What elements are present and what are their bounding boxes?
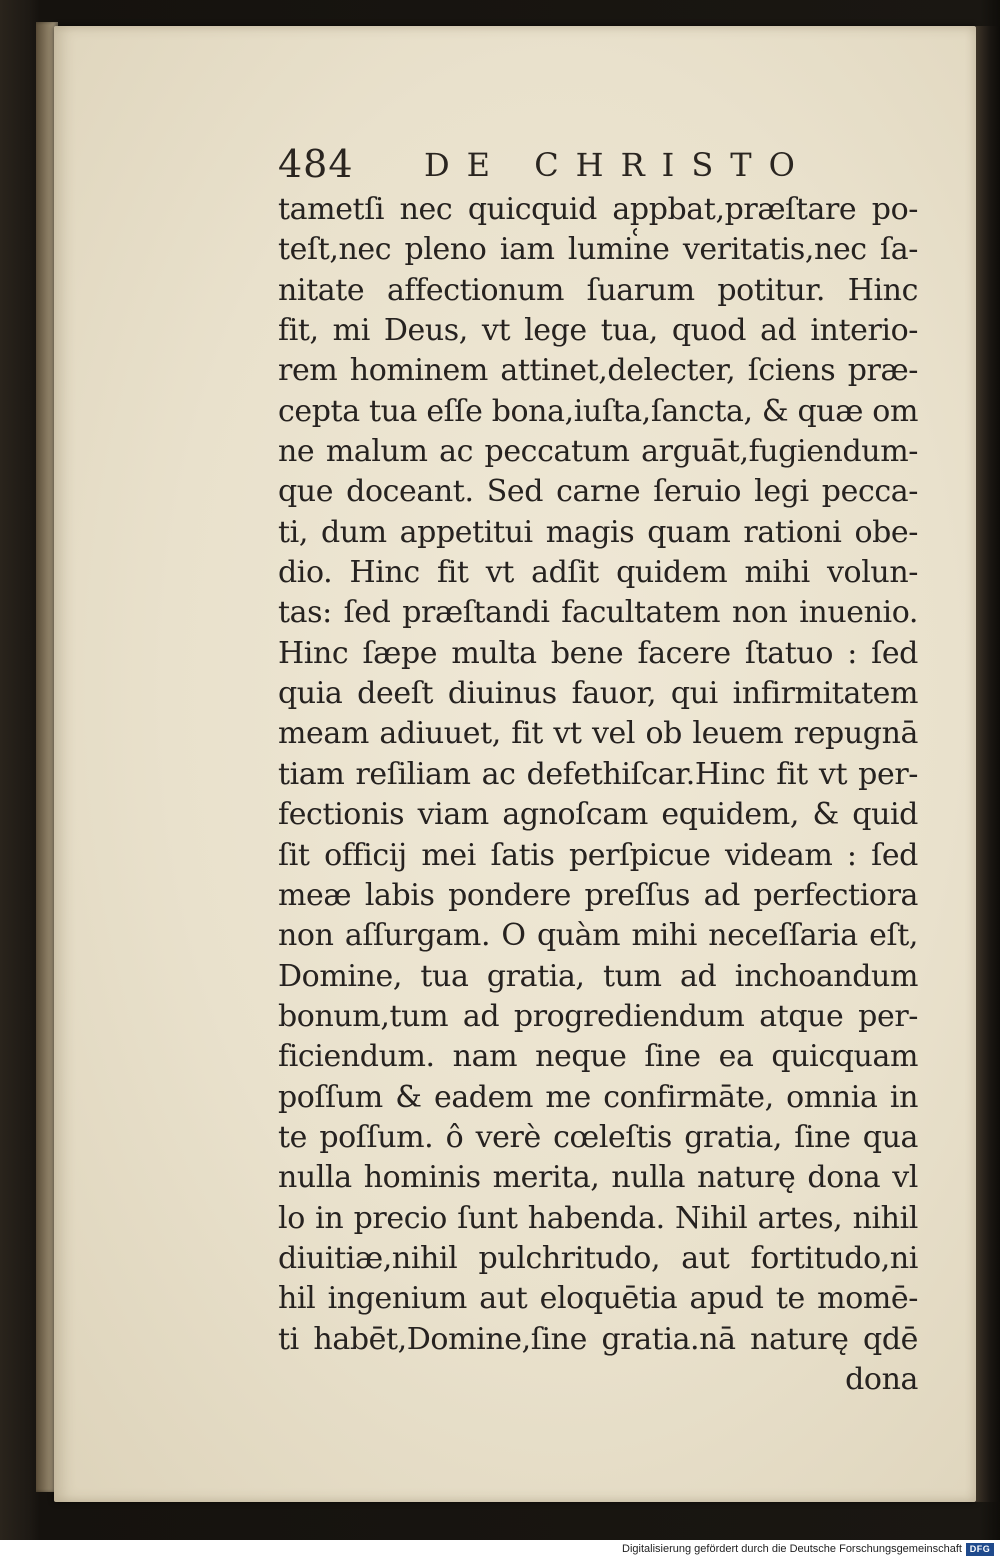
running-title: DE CHRISTO xyxy=(424,146,812,184)
text-line: que doceant. Sed carne ſeruio legi pecca- xyxy=(278,474,918,510)
text-line: quia deeſt diuinus fauor, qui infirmitatem xyxy=(278,676,918,712)
text-line: cepta tua eſſe bona,iuſta,ſancta, & quæ om xyxy=(278,393,918,429)
body-text xyxy=(278,190,918,1400)
text-line: fit, mi Deus, vt lege tua, quod ad interio- xyxy=(278,313,918,349)
catchword: dona xyxy=(845,1361,918,1397)
text-line: meam adiuuet, fit vt vel ob leuem repugnā xyxy=(278,716,918,752)
text-line: nitate affectionum ſuarum potitur. Hinc xyxy=(278,272,918,308)
text-line: ne malum ac peccatum arguāt,fugiendum- xyxy=(278,434,918,470)
text-line: tas: ſed præſtandi facultatem non inuenio. xyxy=(278,595,918,631)
text-line: diuitiæ,nihil pulchritudo, aut fortitudo,ni xyxy=(278,1240,918,1276)
footer-bar xyxy=(0,1540,1000,1560)
text-line: non aſſurgam. O quàm mihi neceſſaria eſt, xyxy=(278,918,918,954)
text-line: ti, dum appetitui magis quam rationi obe- xyxy=(278,514,918,550)
text-line: fectionis viam agnoſcam equidem, & quid xyxy=(278,797,918,833)
text-line: bonum,tum ad progrediendum atque per- xyxy=(278,998,918,1034)
text-line: tametſi nec quicquid ap̜pbat,præſtare po- xyxy=(278,192,918,227)
text-line: ficiendum. nam neque ſine ea quicquam xyxy=(278,1039,918,1075)
text-line: Hinc ſæpe multa bene facere ſtatuo : ſed xyxy=(278,635,918,671)
text-line: ſit officij mei ſatis perſpicue videam : ſed xyxy=(278,837,918,873)
text-line: teſt,nec pleno iam lumine veritatis,nec ſa- xyxy=(278,232,918,268)
text-line: poſſum & eadem me confirmāte, omnia in xyxy=(278,1079,918,1115)
text-line: te poſſum. ô verè cœleſtis gratia, ſine qua xyxy=(278,1119,918,1155)
text-line: Domine, tua gratia, tum ad inchoandum xyxy=(278,958,918,994)
page-header xyxy=(278,140,838,190)
dfg-logo-icon: DFG xyxy=(966,1543,994,1556)
text-line: hil ingenium aut eloquētia apud te momē- xyxy=(278,1281,918,1317)
text-line: rem hominem attinet,delecter, ſciens præ- xyxy=(278,353,918,389)
page-right-shadow xyxy=(976,26,1000,1502)
page-number: 484 xyxy=(278,142,354,186)
footer-credit: Digitalisierung gefördert durch die Deutsche Forschungsgemeinschaft xyxy=(622,1543,962,1555)
text-line: meæ labis pondere preſſus ad perfectiora xyxy=(278,877,918,913)
text-line: lo in precio ſunt habenda. Nihil artes, nihil xyxy=(278,1200,918,1236)
text-line: dio. Hinc fit vt adſit quidem mihi volun- xyxy=(278,555,918,591)
text-line: tiam reſiliam ac defethiſcar.Hinc fit vt per- xyxy=(278,756,918,792)
text-line: nulla hominis merita, nulla naturę dona vl xyxy=(278,1160,918,1196)
text-line: ti habēt,Domine,ſine gratia.nā naturę qdē xyxy=(278,1321,918,1357)
